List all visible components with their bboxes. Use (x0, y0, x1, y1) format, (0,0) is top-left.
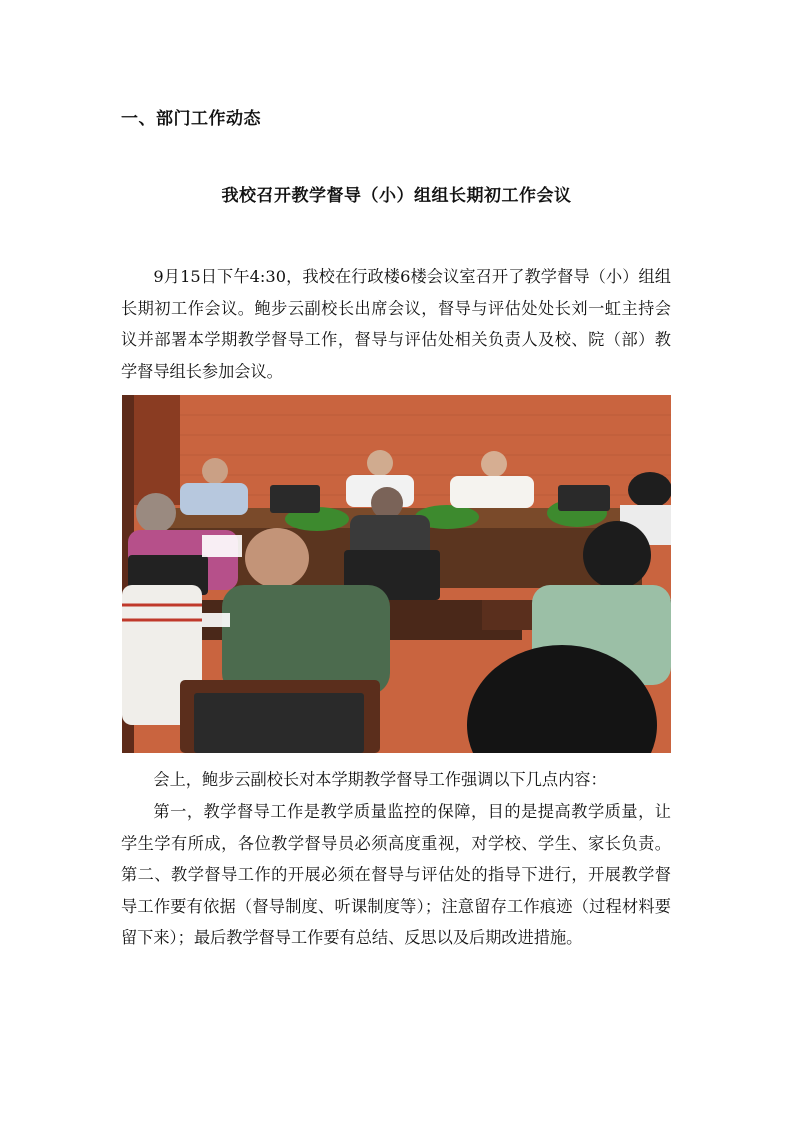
section-heading: 一、部门工作动态 (121, 109, 261, 129)
paragraph-emphasis-points: 第一，教学督导工作是教学质量监控的保障，目的是提高教学质量，让学生学有所成，各位教学督导员必须高度重视，对学校、学生、家长负责。第二、教学督导工作的开展必须在督导与评估处的指导下进行，开展教学督导工作要有依据（督导制度、听课制度等）；注意留存工作痕迹（过程材料要留下来）；最后教学督导工作要有总结、反思以及后期改进措施。 (121, 802, 671, 948)
paragraph-meeting-intro: 9月15日下午4:30，我校在行政楼6楼会议室召开了教学督导（小）组组长期初工作会议。鲍步云副校长出席会议，督导与评估处处长刘一虹主持会议并部署本学期教学督导工作，督导与评估处相关负责人及校、院（部）教学督导组长参加会议。 (121, 267, 671, 381)
meeting-photo (122, 395, 671, 753)
article-title: 我校召开教学督导（小）组组长期初工作会议 (221, 186, 572, 206)
paragraph-emphasis-lead: 会上，鲍步云副校长对本学期教学督导工作强调以下几点内容： (153, 770, 607, 789)
